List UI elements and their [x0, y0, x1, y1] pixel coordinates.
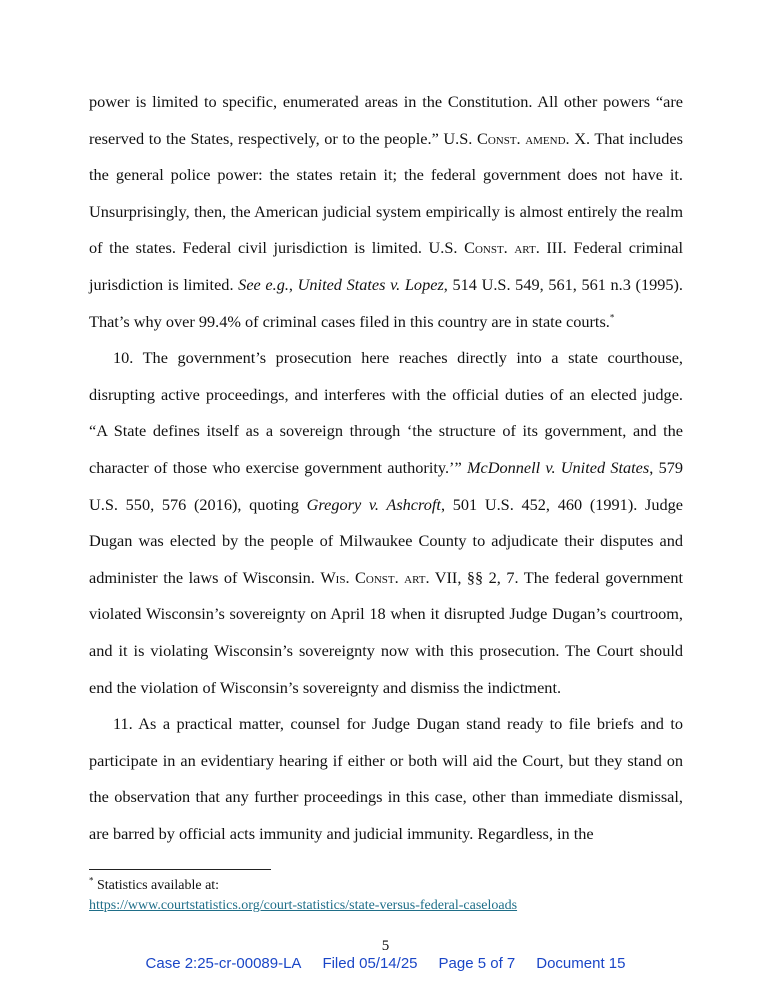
italic-citation: McDonnell v. United States: [466, 457, 650, 477]
stamp-case: Case 2:25-cr-00089-LA: [145, 955, 302, 972]
footnote-label: Statistics available at:: [93, 878, 220, 893]
paragraph-continued: power is limited to specific, enumerated areas in the Constitution. All other powers “are reserved to the States, respectively, or to the people.” U.S. Const. amend. X. That includes the general police power: the states retain it; the federal government does not have it. Unsurprisingly, then, the American judicial system empirically is almost entirely the realm of the states. Federal civil jurisdiction is limited. U.S. Const. art. III. Federal criminal jurisdiction is limited. See e.g., United States v. Lopez, 514 U.S. 549, 561, 561 n.3 (1995). That’s why over 99.4% of criminal cases filed in this country are in state courts.*: [89, 92, 683, 331]
smallcaps-citation: Const. art.: [464, 238, 540, 258]
stamp-filed: Filed 05/14/25: [322, 955, 418, 972]
footnote-reference: *: [609, 312, 615, 323]
footnote-text: [89, 876, 689, 896]
stamp-document: Document 15: [536, 955, 626, 972]
stamp-page: Page 5 of 7: [438, 955, 516, 972]
paragraph-11: 11. As a practical matter, counsel for Judge Dugan stand ready to file briefs and to participate in an evidentiary hearing if either or both will aid the Court, but they stand on the observation that any further proceedings in this case, other than immediate dismissal, are barred by official acts immunity and judicial immunity. Regardless, in the: [89, 714, 683, 843]
footnote-link[interactable]: https://www.courtstatistics.org/court-statistics/state-versus-federal-caseloads: [89, 898, 518, 913]
italic-citation: See e.g.: [238, 274, 289, 294]
italic-citation: United States v. Lopez: [297, 274, 444, 294]
smallcaps-citation: Wis. Const. art.: [320, 567, 430, 587]
footnote-divider: [89, 869, 271, 870]
paragraph-10: 10. The government’s prosecution here reaches directly into a state courthouse, disrupting active proceedings, and interferes with the official duties of an elected judge. “A State defines itself as a sovereign through ‘the structure of its government, and the character of those who exercise government authority.’” McDonnell v. United States, 579 U.S. 550, 576 (2016), quoting Gregory v. Ashcroft, 501 U.S. 452, 460 (1991). Judge Dugan was elected by the people of Milwaukee County to adjudicate their disputes and administer the laws of Wisconsin. Wis. Const. art. VII, §§ 2, 7. The federal government violated Wisconsin’s sovereignty on April 18 when it disrupted Judge Dugan’s courtroom, and it is violating Wisconsin’s sovereignty now with this prosecution. The Court should end the violation of Wisconsin’s sovereignty and dismiss the indictment.: [89, 348, 683, 697]
page-number: 5: [381, 938, 390, 954]
italic-citation: Gregory v. Ashcroft: [306, 494, 441, 514]
footnote-marker: *: [89, 875, 94, 886]
footnote: [89, 876, 689, 916]
smallcaps-citation: Const. amend.: [476, 128, 570, 148]
body-text: [89, 84, 683, 852]
filing-stamp: [0, 955, 771, 972]
